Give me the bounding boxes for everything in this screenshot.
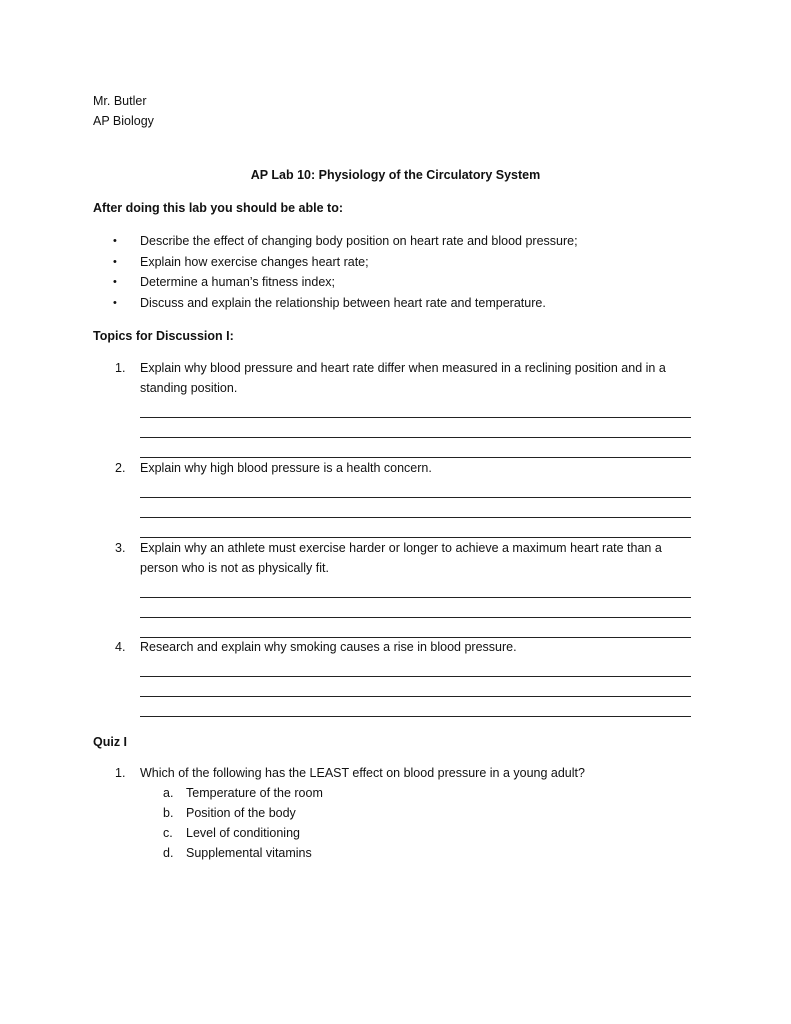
answer-line[interactable] [140, 657, 691, 677]
question-number: 1. [115, 766, 126, 780]
question-number: 3. [115, 541, 126, 555]
objectives-heading: After doing this lab you should be able to: [93, 201, 343, 215]
answer-line[interactable] [140, 418, 691, 438]
quiz-question-1 [93, 763, 693, 863]
bullet-icon: • [113, 276, 117, 289]
question-text: Explain why blood pressure and heart rate differ when measured in a reclining position and in a standing position. [140, 361, 666, 395]
course-name: AP Biology [93, 114, 154, 128]
list-item [93, 293, 578, 314]
choice-letter: b. [163, 806, 174, 820]
list-item [93, 231, 578, 252]
choice-letter: d. [163, 846, 174, 860]
discussion-question-2 [93, 458, 693, 538]
quiz-heading: Quiz I [93, 735, 128, 749]
answer-line[interactable] [140, 518, 691, 538]
discussion-heading: Topics for Discussion I: [93, 329, 234, 343]
question-number: 2. [115, 461, 126, 475]
question-number: 1. [115, 361, 126, 375]
choice-a[interactable] [93, 783, 693, 803]
choice-b[interactable] [93, 803, 693, 823]
answer-line[interactable] [140, 438, 691, 458]
question-text: Research and explain why smoking causes a rise in blood pressure. [140, 640, 517, 654]
question-text: Which of the following has the LEAST effect on blood pressure in a young adult? [140, 766, 585, 780]
discussion-question-3 [93, 538, 693, 638]
answer-line[interactable] [140, 478, 691, 498]
choice-text: Supplemental vitamins [186, 846, 312, 860]
bullet-icon: • [113, 235, 117, 247]
list-item [93, 252, 578, 273]
answer-line[interactable] [140, 598, 691, 618]
bullet-icon: • [113, 255, 117, 268]
question-number: 4. [115, 640, 126, 654]
answer-line[interactable] [140, 398, 691, 418]
answer-line[interactable] [140, 618, 691, 638]
choice-text: Level of conditioning [186, 826, 300, 840]
objective-text: Discuss and explain the relationship between heart rate and temperature. [140, 296, 546, 311]
answer-line[interactable] [140, 498, 691, 518]
objective-text: Describe the effect of changing body position on heart rate and blood pressure; [140, 234, 578, 248]
document-header [93, 91, 154, 131]
answer-line[interactable] [140, 677, 691, 697]
question-text: Explain why an athlete must exercise harder or longer to achieve a maximum heart rate than a person who is not as physically fit. [140, 541, 662, 575]
discussion-question-4 [93, 637, 693, 717]
discussion-question-1 [93, 358, 693, 458]
teacher-name: Mr. Butler [93, 94, 147, 108]
choice-text: Position of the body [186, 806, 296, 820]
choice-text: Temperature of the room [186, 786, 323, 800]
objectives-list [93, 231, 578, 314]
answer-line[interactable] [140, 578, 691, 598]
choice-c[interactable] [93, 823, 693, 843]
objective-text: Determine a human’s fitness index; [140, 275, 336, 290]
answer-line[interactable] [140, 697, 691, 717]
answer-choices [93, 783, 693, 863]
page-title: AP Lab 10: Physiology of the Circulatory System [250, 168, 541, 182]
objective-text: Explain how exercise changes heart rate; [140, 254, 369, 269]
choice-letter: a. [163, 786, 174, 800]
choice-d[interactable] [93, 843, 693, 863]
question-text: Explain why high blood pressure is a health concern. [140, 461, 432, 475]
choice-letter: c. [163, 826, 173, 840]
bullet-icon: • [113, 297, 117, 310]
list-item [93, 272, 578, 293]
